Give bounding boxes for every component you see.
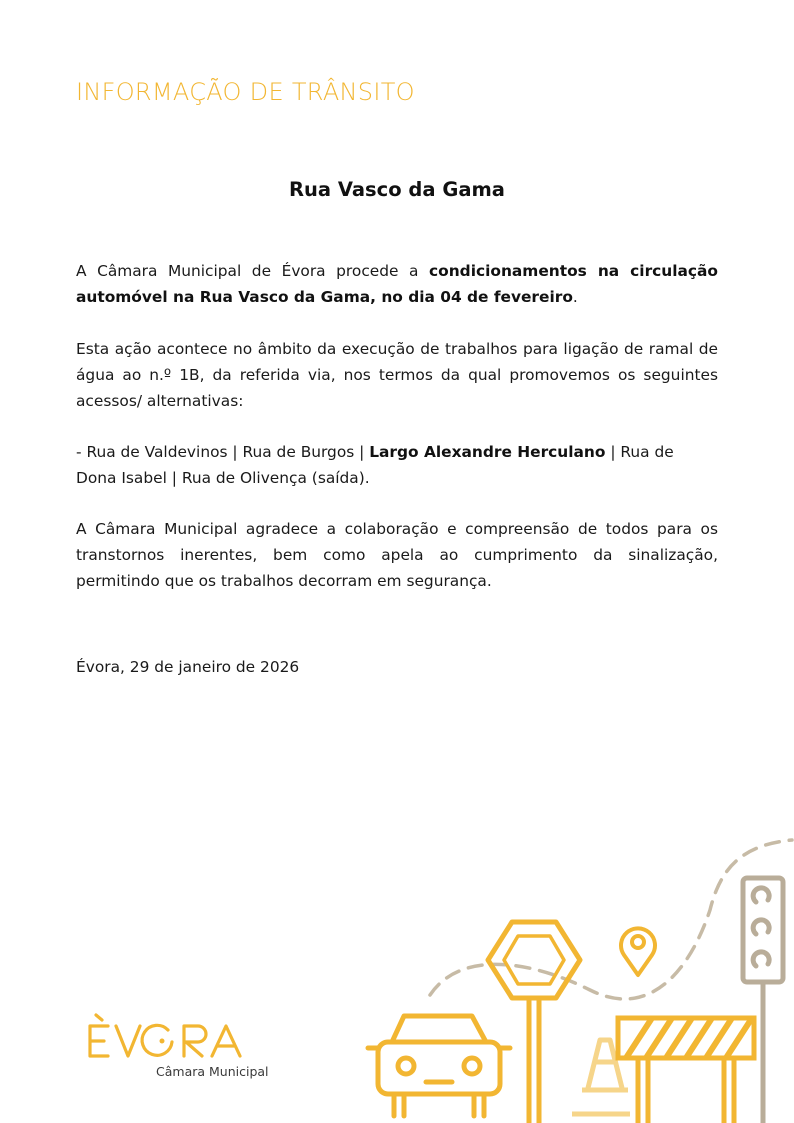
alternatives-start: - Rua de Valdevinos | Rua de Burgos | <box>76 443 370 461</box>
paragraph-intro <box>76 258 718 310</box>
stop-sign-icon <box>488 922 580 1123</box>
evora-logo <box>86 1012 266 1062</box>
paragraph-thanks: A Câmara Municipal agradece a colaboração e compreensão de todos para os transtornos inerentes, bem como apela ao cumprimento da sinalização, permitindo que os trabalhos decorram em segurança. <box>76 520 718 590</box>
document-title: Rua Vasco da Gama <box>289 178 505 201</box>
header-title: INFORMAÇÃO DE TRÂNSITO <box>76 78 415 106</box>
logo-subtitle: Câmara Municipal <box>156 1064 269 1079</box>
location-pin-icon <box>621 928 655 975</box>
paragraph-context: Esta ação acontece no âmbito da execução de trabalhos para ligação de ramal de água ao n.º 1B, da referida via, nos termos da qual promovemos os seguintes acessos/ alternativas: <box>76 340 718 410</box>
paragraph-alternatives <box>76 439 718 491</box>
paragraph-intro-text: A Câmara Municipal de Évora procede a <box>76 262 430 280</box>
alternatives-bold: Largo Alexandre Herculano <box>369 443 606 461</box>
traffic-cone-icon <box>572 1040 630 1114</box>
alternatives-end: | Rua de Dona Isabel | Rua de Olivença (saída). <box>76 443 674 487</box>
paragraph-intro-end: . <box>572 288 578 306</box>
traffic-light-icon <box>743 878 783 1123</box>
traffic-illustration <box>360 830 794 1123</box>
road-barrier-icon <box>618 1018 754 1123</box>
dashed-route <box>430 840 792 999</box>
date-line: Évora, 29 de janeiro de 2026 <box>76 658 300 676</box>
paragraph-intro-bold: condicionamentos na circulação automóvel na Rua Vasco da Gama, no dia 04 de fevereiro <box>76 262 718 306</box>
car-icon <box>368 1016 510 1116</box>
